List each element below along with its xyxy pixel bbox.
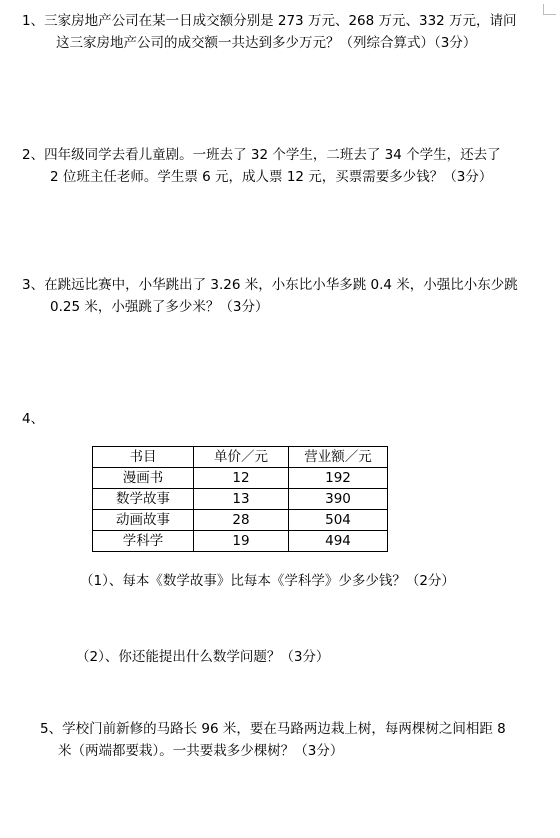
question-4-sub-1: （1）、每本《数学故事》比每本《学科学》少多少钱？（2分） [80,573,455,589]
question-2-line-1: 2、四年级同学去看儿童剧。一班去了 32 个学生，二班去了 34 个学生，还去了 [22,147,501,163]
question-1-line-1: 1、三家房地产公司在某一日成交额分别是 273 万元、268 万元、332 万元，请问 [22,13,517,29]
question-5 [40,718,506,762]
table-cell: 504 [289,510,388,531]
table-header-cell: 书目 [93,447,194,468]
table-cell: 390 [289,489,388,510]
table-cell: 28 [194,510,289,531]
table-row [93,468,388,489]
corner-crop-mark [543,4,556,15]
table-cell: 19 [194,531,289,552]
table-cell: 漫画书 [93,468,194,489]
table-cell: 学科学 [93,531,194,552]
table-cell: 192 [289,468,388,489]
table-header-cell: 营业额／元 [289,447,388,468]
question-4-number: 4、 [22,411,45,427]
table-row [93,531,388,552]
table-cell: 动画故事 [93,510,194,531]
question-2-line-2: 2 位班主任老师。学生票 6 元，成人票 12 元，买票需要多少钱？（3分） [50,169,493,185]
table-header-row [93,447,388,468]
question-4-sub-2: （2）、你还能提出什么数学问题？（3分） [76,649,330,665]
question-1-line-2: 这三家房地产公司的成交额一共达到多少万元？（列综合算式）（3分） [56,35,477,51]
table-cell: 12 [194,468,289,489]
question-3 [22,274,518,318]
book-sales-table [92,446,388,552]
question-5-line-2: 米（两端都要栽）。一共要栽多少棵树？（3分） [58,743,344,759]
table-header-cell: 单价／元 [194,447,289,468]
question-2 [22,144,501,188]
question-3-line-1: 3、在跳远比赛中，小华跳出了 3.26 米，小东比小华多跳 0.4 米，小强比小东少跳 [22,277,518,293]
table-cell: 数学故事 [93,489,194,510]
table-row [93,489,388,510]
table-cell: 13 [194,489,289,510]
question-3-line-2: 0.25 米，小强跳了多少米？（3分） [50,299,269,315]
question-1 [22,10,517,54]
table-row [93,510,388,531]
table-cell: 494 [289,531,388,552]
question-5-line-1: 5、学校门前新修的马路长 96 米，要在马路两边栽上树，每两棵树之间相距 8 [40,721,506,737]
